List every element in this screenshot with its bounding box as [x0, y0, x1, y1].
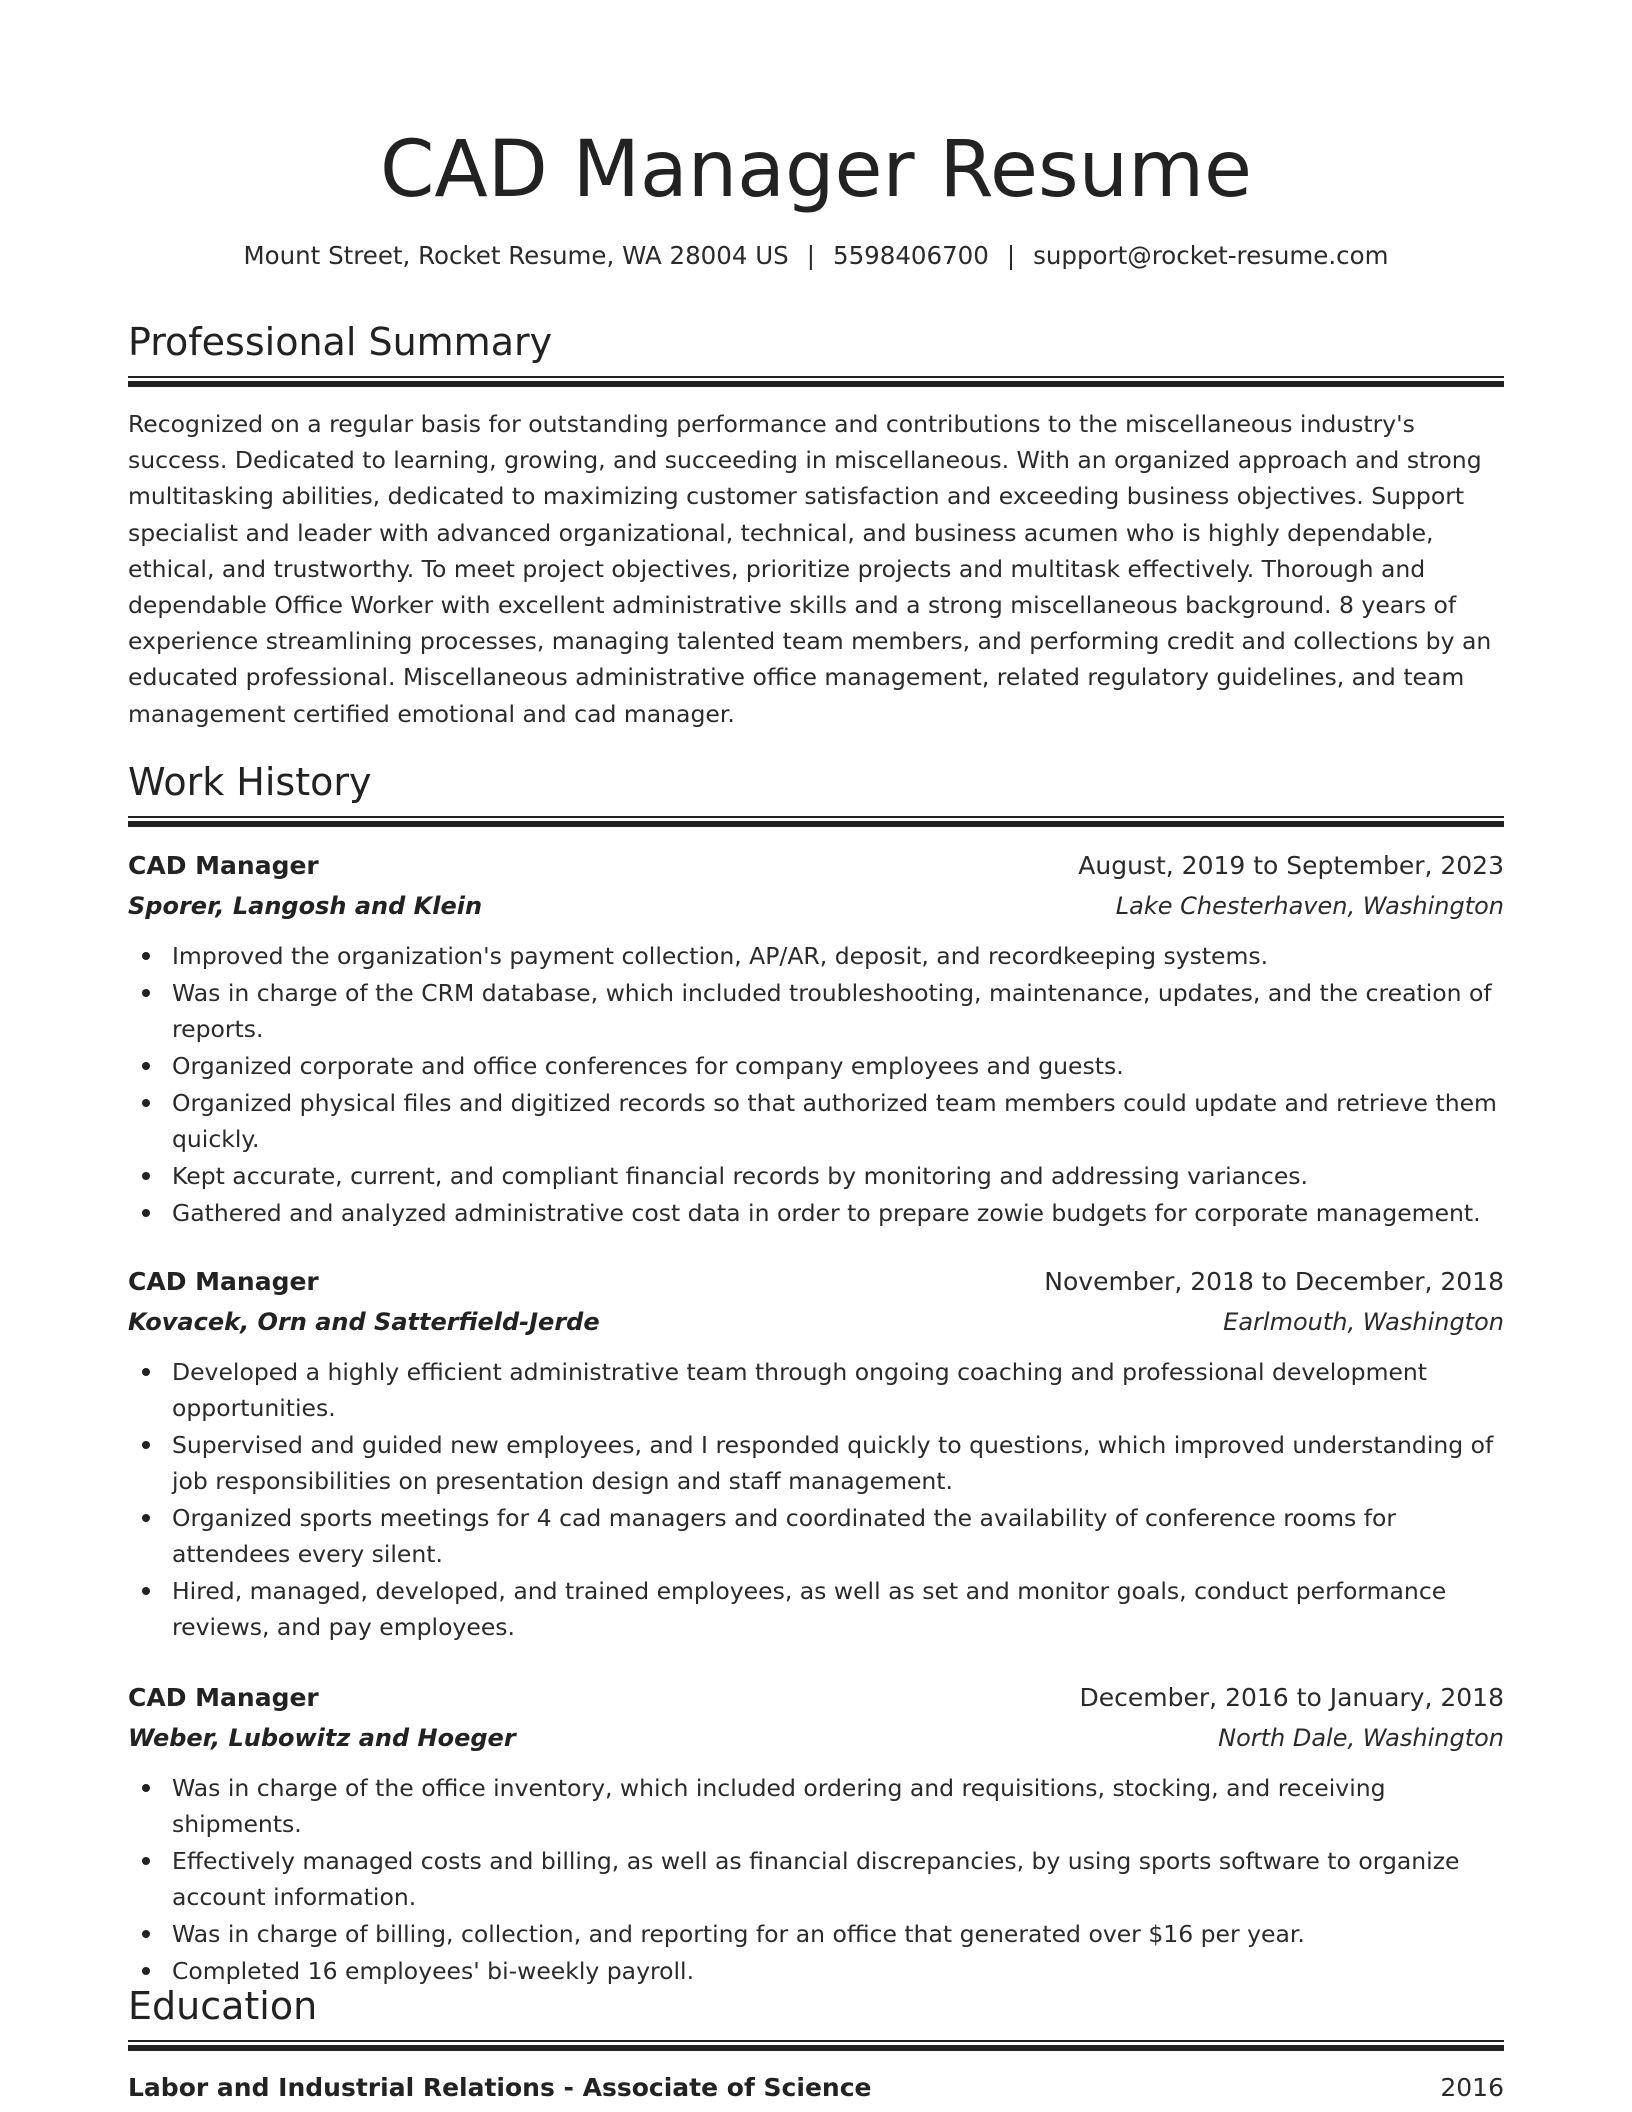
bullet-text: Organized corporate and office conferences for company employees and guests. — [172, 1052, 1124, 1080]
job-company-row — [128, 1718, 1504, 1758]
contact-email: support@rocket-resume.com — [1033, 241, 1389, 270]
section-title-summary: Professional Summary — [128, 320, 553, 364]
education-degree: Labor and Industrial Relations - Associate of Science — [128, 2073, 872, 2102]
bullet-dot-icon — [142, 1857, 150, 1865]
bullet-item — [128, 1573, 1504, 1645]
section-divider — [128, 376, 1504, 388]
bullet-text: Kept accurate, current, and compliant financial records by monitoring and addressing variances. — [172, 1162, 1309, 1190]
bullet-item — [128, 1953, 1504, 1989]
bullet-item — [128, 975, 1504, 1047]
bullet-dot-icon — [142, 1967, 150, 1975]
job-dates: November, 2018 to December, 2018 — [1044, 1267, 1504, 1296]
contact-separator: | — [806, 241, 815, 270]
bullet-text: Organized sports meetings for 4 cad managers and coordinated the availability of conference rooms for attendees every silent. — [172, 1504, 1397, 1568]
job-title: CAD Manager — [128, 1267, 319, 1296]
contact-separator: | — [1006, 241, 1016, 270]
bullet-dot-icon — [142, 1587, 150, 1595]
bullet-dot-icon — [142, 1930, 150, 1938]
bullet-text: Was in charge of billing, collection, and reporting for an office that generated over $16 per year. — [172, 1920, 1305, 1948]
job-bullets — [128, 1770, 1504, 1989]
summary-text: Recognized on a regular basis for outstanding performance and contributions to the miscellaneous industry's success. Dedicated to learning, growing, and succeeding in miscellaneous. With an organized approach and strong multitasking abilities, dedicated to maximizing customer satisfaction and exceeding business objectives. Support specialist and leader with advanced organizational, technical, and business acumen who is highly dependable, ethical, and trustworthy. To meet project objectives, prioritize projects and multitask effectively. Thorough and dependable Office Worker with excellent administrative skills and a strong miscellaneous background. 8 years of experience streamlining processes, managing talented team members, and performing credit and collections by an educated professional. Miscellaneous administrative office management, related regulatory guidelines, and team management certified emotional and cad manager. — [128, 410, 1492, 728]
job-location: Lake Chesterhaven, Washington — [1115, 892, 1504, 920]
job-dates: August, 2019 to September, 2023 — [1078, 851, 1504, 880]
job-location: Earlmouth, Washington — [1223, 1308, 1504, 1336]
bullet-item — [128, 1085, 1504, 1157]
bullet-item — [128, 938, 1504, 974]
bullet-item — [128, 1427, 1504, 1499]
job-header-row — [128, 1262, 1504, 1302]
bullet-text: Was in charge of the office inventory, which included ordering and requisitions, stocking, and receiving shipments. — [172, 1774, 1386, 1838]
bullet-item — [128, 1158, 1504, 1194]
resume-title: CAD Manager Resume — [379, 125, 1253, 215]
bullet-item — [128, 1195, 1504, 1231]
job-entry — [128, 846, 1504, 1232]
bullet-text: Improved the organization's payment collection, AP/AR, deposit, and recordkeeping systems. — [172, 942, 1269, 970]
job-entry — [128, 1262, 1504, 1646]
bullet-dot-icon — [142, 1368, 150, 1376]
job-bullets — [128, 938, 1504, 1231]
job-bullets — [128, 1354, 1504, 1645]
job-company: Kovacek, Orn and Satterfield-Jerde — [128, 1308, 600, 1336]
section-title-education: Education — [128, 1984, 318, 2028]
bullet-item — [128, 1770, 1504, 1842]
bullet-text: Developed a highly efficient administrative team through ongoing coaching and professional development opportunities. — [172, 1358, 1428, 1422]
job-title: CAD Manager — [128, 1683, 319, 1712]
bullet-dot-icon — [142, 1441, 150, 1449]
job-header-row — [128, 846, 1504, 886]
bullet-item — [128, 1916, 1504, 1952]
job-company-row — [128, 886, 1504, 926]
section-divider — [128, 2040, 1504, 2052]
bullet-dot-icon — [142, 1514, 150, 1522]
bullet-dot-icon — [142, 989, 150, 997]
job-entry — [128, 1678, 1504, 1990]
job-dates: December, 2016 to January, 2018 — [1079, 1683, 1504, 1712]
bullet-dot-icon — [142, 952, 150, 960]
job-header-row — [128, 1678, 1504, 1718]
job-company: Weber, Lubowitz and Hoeger — [128, 1724, 516, 1752]
bullet-text: Was in charge of the CRM database, which included troubleshooting, maintenance, updates, and the creation of reports. — [172, 979, 1492, 1043]
bullet-text: Hired, managed, developed, and trained employees, as well as set and monitor goals, conduct performance reviews, and pay employees. — [172, 1577, 1447, 1641]
job-location: North Dale, Washington — [1218, 1724, 1504, 1752]
bullet-dot-icon — [142, 1784, 150, 1792]
bullet-text: Effectively managed costs and billing, as well as financial discrepancies, by using sports software to organize account information. — [172, 1847, 1460, 1911]
bullet-item — [128, 1354, 1504, 1426]
bullet-text: Supervised and guided new employees, and I responded quickly to questions, which improved understanding of job responsibilities on presentation design and staff management. — [172, 1431, 1494, 1495]
contact-line — [128, 238, 1504, 274]
section-title-work: Work History — [128, 760, 372, 804]
contact-address: Mount Street, Rocket Resume, WA 28004 US — [243, 241, 789, 270]
bullet-dot-icon — [142, 1172, 150, 1180]
education-year: 2016 — [1440, 2073, 1504, 2102]
job-title: CAD Manager — [128, 851, 319, 880]
job-company-row — [128, 1302, 1504, 1342]
bullet-item — [128, 1843, 1504, 1915]
bullet-text: Completed 16 employees' bi-weekly payroll. — [172, 1957, 695, 1985]
bullet-dot-icon — [142, 1062, 150, 1070]
bullet-item — [128, 1500, 1504, 1572]
bullet-item — [128, 1048, 1504, 1084]
education-entry — [128, 2068, 1504, 2108]
contact-phone: 5598406700 — [832, 241, 989, 270]
bullet-text: Organized physical files and digitized records so that authorized team members could update and retrieve them quickly. — [172, 1089, 1497, 1153]
bullet-dot-icon — [142, 1099, 150, 1107]
section-divider — [128, 816, 1504, 828]
job-company: Sporer, Langosh and Klein — [128, 892, 483, 920]
bullet-text: Gathered and analyzed administrative cost data in order to prepare zowie budgets for corporate management. — [172, 1199, 1481, 1227]
bullet-dot-icon — [142, 1209, 150, 1217]
